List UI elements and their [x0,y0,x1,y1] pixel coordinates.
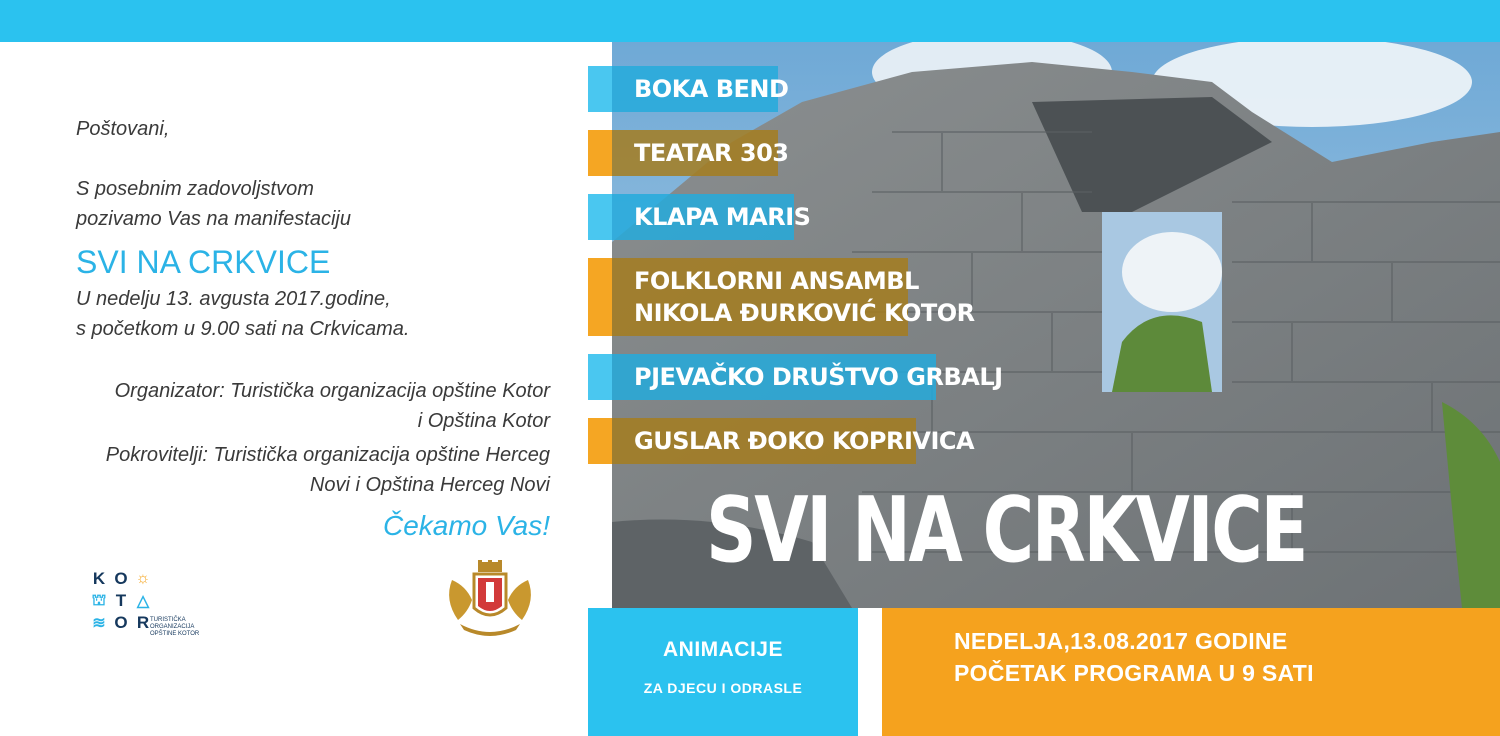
kotor-logo-tagline: TURISTIČKA ORGANIZACIJA OPŠTINE KOTOR [150,617,200,637]
kotor-logo-icon: K O ☼ ⛫ T △ ≋ O R TURISTIČKA ORGANIZACIJA OPŠTINE KOTOR [91,569,200,637]
organizer-line-1: Organizator: Turistička organizacija opštine Kotor [114,380,550,402]
event-time-line: s početkom u 9.00 sati na Crkvicama. [76,318,410,340]
program-item-pjevacko-drustvo: PJEVAČKO DRUŠTVO GRBALJ [612,354,936,400]
date-box-line-2: POČETAK PROGRAMA U 9 SATI [954,660,1314,686]
date-box [882,608,1500,736]
animation-box [588,608,858,736]
coat-of-arms-icon [442,560,538,640]
program-item-teatar-303: TEATAR 303 [612,130,778,176]
program-item-klapa-maris: KLAPA MARIS [612,194,794,240]
event-name: SVI NA CRKVICE [76,244,331,280]
organizer-line-2: i Opština Kotor [417,410,550,432]
intro-line-2: pozivamo Vas na manifestaciju [76,208,351,230]
program-item-boka-bend: BOKA BEND [612,66,778,112]
patron-line-2: Novi i Opština Herceg Novi [309,474,550,496]
top-accent-bar [0,0,1500,42]
program-item-guslar: GUSLAR ĐOKO KOPRIVICA [612,418,916,464]
animation-title: ANIMACIJE [662,638,783,661]
date-box-line-1: NEDELJA,13.08.2017 GODINE [954,628,1288,654]
closing-line: Čekamo Vas! [382,510,550,541]
intro-line-1: S posebnim zadovoljstvom [76,178,314,200]
animation-subtitle: ZA DJECU I ODRASLE [643,680,803,696]
box-divider [858,608,882,736]
patron-line-1: Pokrovitelji: Turistička organizacija opštine Herceg [105,444,550,466]
greeting: Poštovani, [76,118,170,140]
program-item-folklorni-ansambl: FOLKLORNI ANSAMBL NIKOLA ĐURKOVIĆ KOTOR [612,258,908,336]
event-date-line: U nedelju 13. avgusta 2017.godine, [76,288,391,310]
event-title: SVI NA CRKVICE [706,478,1307,583]
